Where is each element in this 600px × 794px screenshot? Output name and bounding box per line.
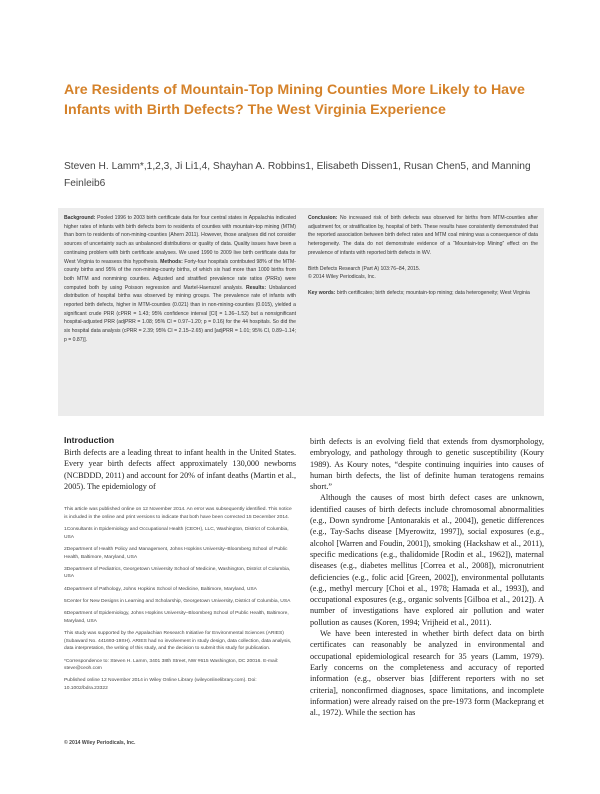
page-footer-copyright: © 2014 Wiley Periodicals, Inc. — [64, 740, 136, 746]
footnote-published-online: Published online 12 November 2014 in Wiley Online Library (wileyonlinelibrary.com). Doi: 10.1002/bdra.23322 — [64, 678, 257, 692]
footnote-affiliation-6: 6Department of Epidemiology, Johns Hopkins University–Bloomberg School of Public Health, Baltimore, Maryland, USA — [64, 611, 289, 624]
abstract-methods-label: Methods: — [160, 258, 183, 265]
abstract-methods-text: Forty-four hospitals contributed 98% of the MTM-county births and 95% of the non-mining-county births, of which six had more than 1000 births from both MTM and nonmining counties. Adjusted and stratified prevalence rate ratios (PRRs) were computed both by using Poisson regression and Martel-Haenszel analysis. — [64, 258, 296, 291]
abstract-conclusion-text: No increased risk of birth defects was observed for births from MTM-counties after adjustment for, or stratification by, hospital of birth. These results have consistently demonstrated that the reported association between birth defect rates and MTM coal mining was a consequence of data heterogeneity. The data do not demonstrate evidence of a “Mountain-top Mining” effect on the prevalence of infants with reported birth defects in WV. — [308, 215, 538, 256]
abstract-conclusion — [308, 214, 538, 258]
abstract-left-column — [64, 214, 296, 345]
abstract-background-label: Background: — [64, 215, 96, 221]
footnotes — [64, 506, 296, 697]
keywords-label: Key words: — [308, 289, 336, 296]
footnote-affiliation-4: 4Department of Pathology, Johns Hopkins School of Medicine, Baltimore, Maryland, USA — [64, 586, 257, 592]
introduction-heading: Introduction — [64, 435, 115, 445]
footnote-affiliation-3: 3Department of Pediatrics, Georgetown University School of Medicine, Washington, District of Columbia, USA — [64, 566, 291, 580]
abstract-results-label: Results: — [245, 284, 267, 291]
abstract-copyright: © 2014 Wiley Periodicals, Inc. — [308, 274, 376, 281]
footnote-affiliation-5: 5Center for New Designs in Learning and Scholarship, Georgetown University, District of Columbia, USA — [64, 598, 291, 604]
abstract-background-text: Pooled 1996 to 2003 birth certificate data for four central states in Appalachia indicated higher rates of infants with birth defects born to residents of counties with mountain-top mining (MTM) than born to residents of non-mining-counties (Ahern 2011). However, those analyses did not consider sources of uncertainty such as unbalanced distributions or quality of data. Quality issues have been a continuing problem with birth certificate analyses. We used 1990 to 2009 live birth certificate data for West Virginia to reassess this hypothesis. — [64, 215, 296, 265]
keywords-text: birth certificates; birth defects; mountain-top mining; data heterogeneity; West Virginia — [336, 289, 530, 296]
footnote-correction: This article was published online on 12 November 2014. An error was subsequently identified. This notice is included in the online and print versions to indicate that both have been corrected 15 December 2014. — [64, 507, 292, 520]
abstract-conclusion-label: Conclusion: — [308, 215, 338, 221]
keywords — [308, 289, 538, 298]
footnote-correspondence: *Correspondence to: Steven H. Lamm, 3401 38th Street, NW #615 Washington, DC 20016. E-mail: steve@ceoh.com — [64, 658, 279, 672]
body-paragraph: birth defects is an evolving field that extends from dysmorphology, embryology, and pathology through to genetic susceptibility (Koury 1989). As Koury notes, “despite continuing inquiries into causes of human birth defects, the list of definite human teratogens remains short.” — [310, 437, 544, 492]
journal-citation: Birth Defects Research (Part A) 103:76–84, 2015. — [308, 265, 421, 272]
body-paragraph: Although the causes of most birth defect cases are unknown, identified causes of birth defects include chromosomal abnormalities (e.g., Down syndrome [Antonarakis et al., 2004]), genetic differences (e.g., Tay-Sachs disease [Myerowitz, 1997]), social exposures (e.g., alcohol [Warren and Foudin, 2001]), smoking (Hackshaw et al., 2011), specific medications (e.g., thalidomide [Rodin et al., 1962]), maternal diseases (e.g., diabetes mellitus [Correa et al., 2008]), micronutrient deficiencies (e.g., folic acid [Green, 2002]), environmental pollutants (e.g., methyl mercury [Choi et al., 1978; Hamada et al., 1993]), and occupational exposures (e.g., organic solvents [Gilboa et al., 2012]). A number of investigations have explored air pollution and water pollution as causes (Koren, 1994; Vrijheid et al., 2011). — [310, 493, 544, 627]
author-list: Steven H. Lamm*,1,2,3, Ji Li1,4, Shayhan A. Robbins1, Elisabeth Dissen1, Rusan Chen5, and Manning Feinleib6 — [64, 161, 531, 189]
introduction-paragraph: Birth defects are a leading threat to infant health in the United States. Every year birth defects affect approximately 130,000 newborns (NCBDDD, 2011) and account for 20% of infant deaths (Martin et al., 2005). The epidemiology of — [64, 448, 296, 491]
footnote-affiliation-1: 1Consultants in Epidemiology and Occupational Health (CEOH), LLC, Washington, District of Columbia, USA — [64, 526, 289, 540]
footnote-funding: This study was supported by the Appalachian Research Initiative for Environmental Sciences (ARIES) (Subaward No. 441693-19SH). ARIES had no involvement in study design, data collection, data analysis, data interpretation, the writing of this study, and the decision to submit this study for publication. — [64, 630, 292, 652]
body-paragraph: We have been interested in whether birth defect data on birth certificates can reasonably be analyzed in environmental and occupational epidemiological research for 35 years (Lamm, 1979). Early concerns on the completeness and accuracy of reported information (e.g., observer bias [different reporters with no set criteria], nonconfirmed diagnoses, space limitations, and incomplete information) were already raised on the pre-1973 form (Mackeprang et al., 1972). While the section has — [310, 629, 544, 718]
right-column-body — [310, 436, 544, 718]
abstract-background — [64, 214, 296, 345]
article-title: Are Residents of Mountain-Top Mining Counties More Likely to Have Infants with Birth Defects? The West Virginia Experience — [64, 82, 525, 118]
abstract-box — [58, 208, 544, 416]
abstract-results-text: Unbalanced distribution of hospital births was observed by mining groups. The prevalence rate of infants with reported birth defects, higher in MTM-counties (0.021) than in non-mining-counties (0.015), yielded a significant crude PRR (cPRR = 1.43; 95% confidence interval [CI] = 1.36–1.52) but a nonsignificant hospital-adjusted PRR (adjPRR = 1.08; 95% CI = 0.97–1.20; p = 0.16) for the 44 hospitals. So did the six hospital data analysis (cPRR = 2.39; 95% CI = 2.15–2.65) and [adjPRR = 1.01; 95% CI, 0.89–1.14; p = 0.87)]. — [64, 284, 297, 343]
footnote-affiliation-2: 2Department of Health Policy and Management, Johns Hopkins University–Bloomberg School of Public Health, Baltimore, Maryland, USA — [64, 546, 288, 560]
abstract-right-column — [308, 214, 538, 298]
